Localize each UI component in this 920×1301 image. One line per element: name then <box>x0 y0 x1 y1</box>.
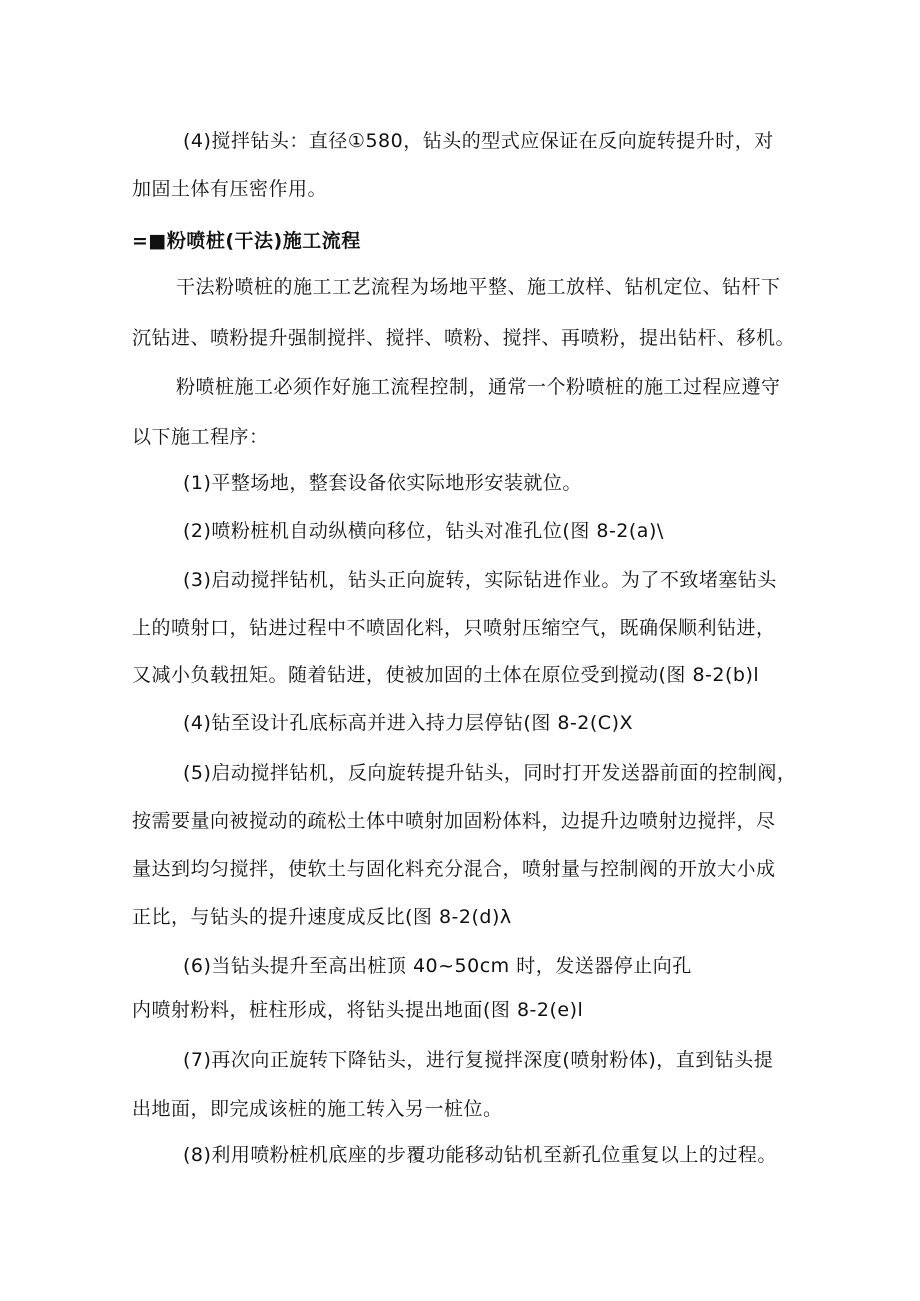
paragraph-line: 出地面，即完成该桩的施工转入另一桩位。 <box>132 1098 503 1120</box>
paragraph-line: (5)启动搅拌钻机，反向旋转提升钻头，同时打开发送器前面的控制阀， <box>183 762 797 784</box>
paragraph-line: (1)平整场地，整套设备依实际地形安装就位。 <box>183 472 582 494</box>
paragraph-line: 按需要量向被搅动的疏松土体中喷射加固粉体料，边提升边喷射边搅拌，尽 <box>132 810 776 832</box>
section-heading: =■粉喷桩(干法)施工流程 <box>132 230 361 252</box>
paragraph-line: 粉喷桩施工必须作好施工流程控制，通常一个粉喷桩的施工过程应遵守 <box>176 376 781 398</box>
paragraph-line: 干法粉喷桩的施工工艺流程为场地平整、施工放样、钻机定位、钻杆下 <box>176 276 781 298</box>
paragraph-line: 沉钻进、喷粉提升强制搅拌、搅拌、喷粉、搅拌、再喷粉，提出钻杆、移机。 <box>132 327 796 349</box>
paragraph-line: (4)搅拌钻头：直径①580，钻头的型式应保证在反向旋转提升时，对 <box>183 130 774 152</box>
paragraph-line: 又减小负载扭矩。随着钻进，使被加固的土体在原位受到搅动(图 8-2(b)l <box>132 664 760 686</box>
paragraph-line: (7)再次向正旋转下降钻头，进行复搅拌深度(喷射粉体)，直到钻头提 <box>183 1049 774 1071</box>
paragraph-line: 内喷射粉料，桩柱形成，将钻头提出地面(图 8-2(e)l <box>132 999 584 1021</box>
paragraph-line: (8)利用喷粉桩机底座的步覆功能移动钻机至新孔位重复以上的过程。 <box>183 1144 777 1166</box>
paragraph-line: (3)启动搅拌钻机，钻头正向旋转，实际钻进作业。为了不致堵塞钻头 <box>183 569 777 591</box>
paragraph-line: (2)喷粉桩机自动纵横向移位，钻头对准孔位(图 8-2(a)\ <box>183 520 664 542</box>
paragraph-line: 正比，与钻头的提升速度成反比(图 8-2(d)λ <box>132 906 512 928</box>
paragraph-line: 以下施工程序： <box>132 426 269 448</box>
paragraph-line: 加固土体有压密作用。 <box>132 178 328 200</box>
paragraph-line: (4)钻至设计孔底标高并进入持力层停钻(图 8-2(C)X <box>183 712 634 734</box>
paragraph-line: 上的喷射口，钻进过程中不喷固化料，只喷射压缩空气，既确保顺利钻进， <box>132 617 776 639</box>
paragraph-line: 量达到均匀搅拌，使软土与固化料充分混合，喷射量与控制阀的开放大小成 <box>132 858 776 880</box>
paragraph-line: (6)当钻头提升至高出桩顶 40~50cm 时，发送器停止向孔 <box>183 955 692 977</box>
